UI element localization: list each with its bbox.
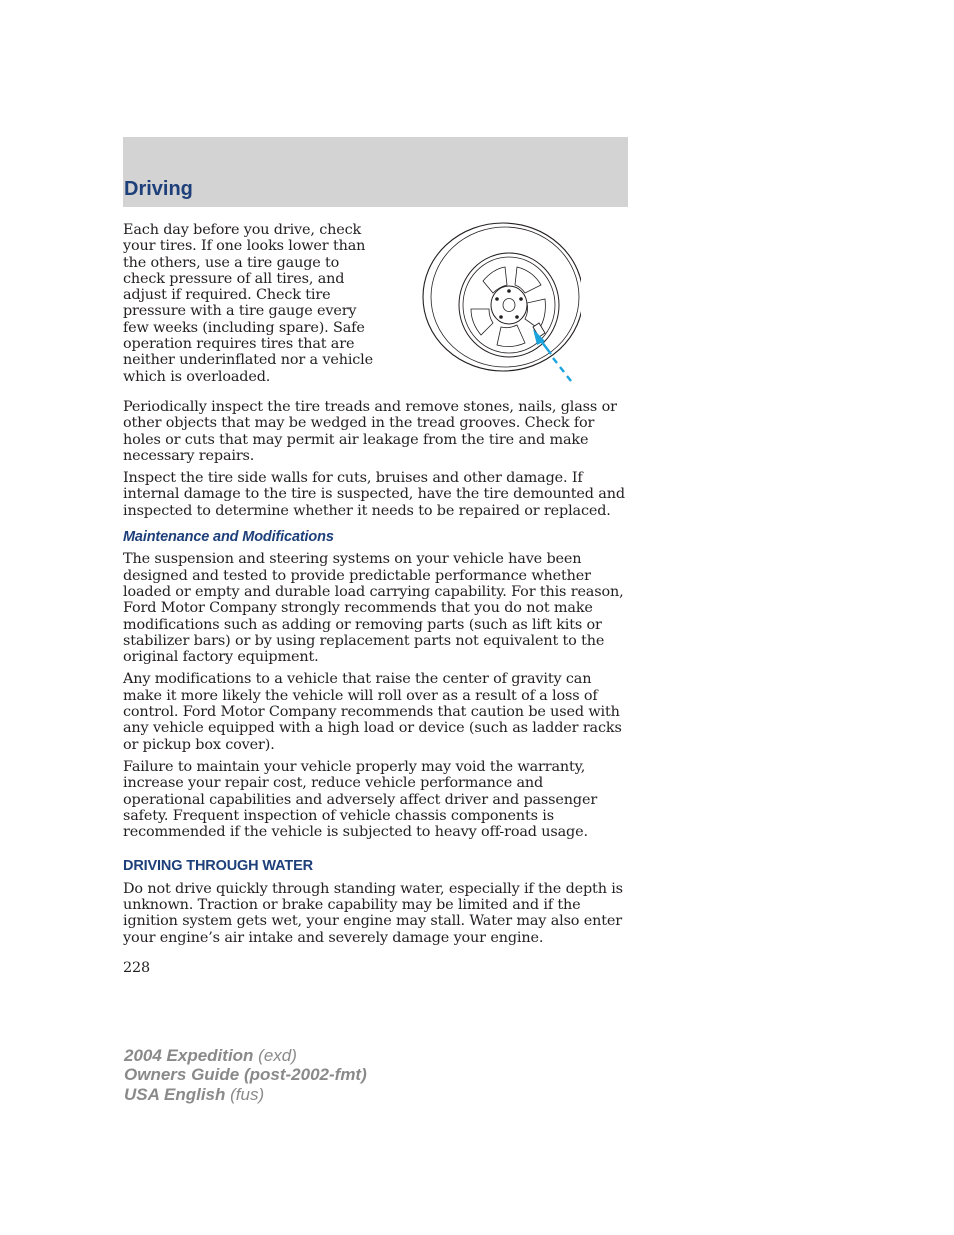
section-title: Driving (124, 178, 193, 200)
page-content (123, 221, 629, 976)
footer-line-language (124, 1085, 367, 1104)
paragraph-suspension: The suspension and steering systems on your vehicle have been designed and tested to provide predictable performance whether loaded or empty and durable load carrying capability. For this reason, Ford Motor Company strongly recommends that you do not make modifications such as adding or removing parts (such as lift kits or stabilizer bars) or by using replacement parts not equivalent to the original factory equipment. (123, 551, 624, 666)
tire-valve-illustration-icon (421, 221, 581, 386)
page-number: 228 (123, 959, 151, 976)
paragraph-standing-water: Do not drive quickly through standing water, especially if the depth is unknown. Traction or brake capability may be limited and if the ignition system gets wet, your engine may stall. Water may also enter your engine’s air intake and severely damage your engine. (123, 880, 623, 946)
footer-language-code: (fus) (230, 1084, 265, 1104)
paragraph-failure-to-maintain: Failure to maintain your vehicle properly may void the warranty, increase your repair cost, reduce vehicle performance and operational capabilities and adversely affect driver and passenger safety. Frequent inspection of vehicle chassis components is recommended if the vehicle is subjected to heavy off-road usage. (123, 758, 598, 841)
footer-line-guide (124, 1065, 367, 1084)
footer-model-code: (exd) (258, 1046, 297, 1065)
subheading-driving-through-water: DRIVING THROUGH WATER (123, 858, 313, 875)
paragraph-modifications: Any modifications to a vehicle that raise the center of gravity can make it more likely the vehicle will roll over as a result of a loss of control. Ford Motor Company recommends that caution be used with any vehicle equipped with a high load or device (such as ladder racks or pickup box cover). (123, 671, 622, 753)
footer-model: 2004 Expedition (124, 1046, 254, 1065)
footer-line-model (124, 1046, 367, 1065)
intro-block (123, 221, 629, 393)
section-header-band (123, 137, 628, 207)
document-footer (124, 1046, 367, 1104)
subheading-maintenance: Maintenance and Modifications (123, 529, 334, 546)
paragraph-side-walls: Inspect the tire side walls for cuts, bruises and other damage. If internal damage to the tire is suspected, have the tire demounted and inspected to determine whether it needs to be repaired or replaced. (123, 470, 625, 519)
footer-guide: Owners Guide (post-2002-fmt) (124, 1065, 367, 1085)
footer-language: USA English (124, 1084, 226, 1104)
intro-paragraph: Each day before you drive, check your tires. If one looks lower than the others, use a tire gauge to check pressure of all tires, and adjust if required. Check tire pressure with a tire gauge every few weeks (including spare). Safe operation requires tires that are neither underinflated nor a vehicle which is overloaded. (123, 222, 374, 385)
paragraph-tire-treads: Periodically inspect the tire treads and remove stones, nails, glass or other objects that may be wedged in the tread grooves. Check for holes or cuts that may permit air leakage from the tire and make necessary repairs. (123, 399, 617, 464)
